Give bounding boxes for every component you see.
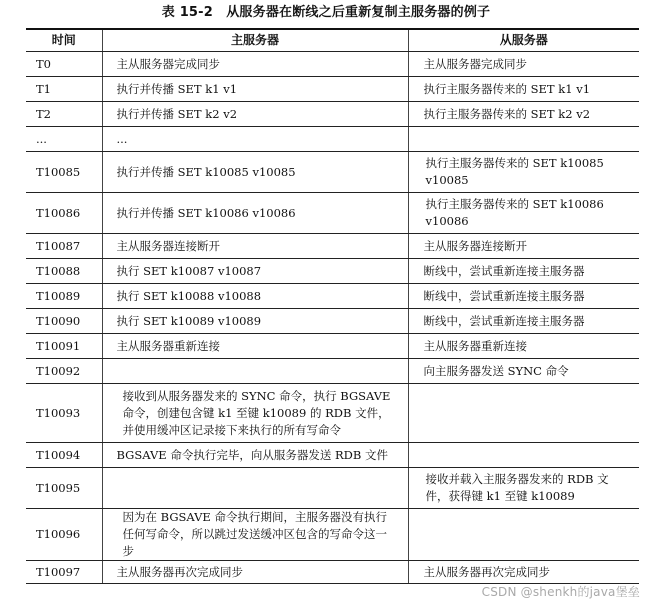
slave-cell: 接收并载入主服务器发来的 RDB 文件，获得键 k1 至键 k10089	[408, 468, 639, 509]
table-row	[26, 509, 639, 561]
master-cell: 因为在 BGSAVE 命令执行期间，主服务器没有执行任何写命令，所以跳过发送缓冲区包含的写命令这一步	[102, 509, 408, 561]
slave-cell: 执行主服务器传来的 SET k1 v1	[408, 77, 639, 102]
master-cell: 主从服务器重新连接	[102, 334, 408, 359]
master-cell: BGSAVE 命令执行完毕，向从服务器发送 RDB 文件	[102, 443, 408, 468]
slave-cell	[408, 384, 639, 443]
table-row	[26, 561, 639, 584]
slave-cell: 主从服务器完成同步	[408, 52, 639, 77]
master-cell: 执行并传播 SET k1 v1	[102, 77, 408, 102]
table-row	[26, 152, 639, 193]
master-cell: 执行并传播 SET k2 v2	[102, 102, 408, 127]
time-cell: T10085	[26, 152, 102, 193]
time-cell: T2	[26, 102, 102, 127]
master-cell: ...	[102, 127, 408, 152]
table-row	[26, 102, 639, 127]
table-caption: 表 15-2 从服务器在断线之后重新复制主服务器的例子	[161, 5, 491, 20]
slave-cell: 执行主服务器传来的 SET k2 v2	[408, 102, 639, 127]
table-row	[26, 193, 639, 234]
header-slave: 从服务器	[408, 29, 639, 52]
time-cell: T10093	[26, 384, 102, 443]
table-row	[26, 443, 639, 468]
time-cell: ...	[26, 127, 102, 152]
header-master: 主服务器	[102, 29, 408, 52]
slave-cell: 执行主服务器传来的 SET k10085 v10085	[408, 152, 639, 193]
replication-table	[26, 28, 639, 584]
table-row	[26, 52, 639, 77]
time-cell: T10087	[26, 234, 102, 259]
slave-cell: 断线中，尝试重新连接主服务器	[408, 259, 639, 284]
table-row	[26, 334, 639, 359]
master-cell: 主从服务器连接断开	[102, 234, 408, 259]
time-cell: T0	[26, 52, 102, 77]
table-row	[26, 359, 639, 384]
time-cell: T10090	[26, 309, 102, 334]
time-cell: T10092	[26, 359, 102, 384]
time-cell: T10091	[26, 334, 102, 359]
header-time: 时间	[26, 29, 102, 52]
master-cell: 主从服务器完成同步	[102, 52, 408, 77]
time-cell: T10097	[26, 561, 102, 584]
master-cell: 执行并传播 SET k10086 v10086	[102, 193, 408, 234]
table-row	[26, 384, 639, 443]
time-cell: T1	[26, 77, 102, 102]
master-cell: 执行 SET k10087 v10087	[102, 259, 408, 284]
watermark-text: CSDN @shenkh的java堡垒	[481, 585, 640, 599]
time-cell: T10088	[26, 259, 102, 284]
master-cell	[102, 359, 408, 384]
master-cell: 执行 SET k10089 v10089	[102, 309, 408, 334]
table-row	[26, 234, 639, 259]
slave-cell	[408, 127, 639, 152]
master-cell: 主从服务器再次完成同步	[102, 561, 408, 584]
slave-cell: 断线中，尝试重新连接主服务器	[408, 309, 639, 334]
master-cell: 执行 SET k10088 v10088	[102, 284, 408, 309]
table-row	[26, 284, 639, 309]
slave-cell: 向主服务器发送 SYNC 命令	[408, 359, 639, 384]
time-cell: T10086	[26, 193, 102, 234]
table-row	[26, 309, 639, 334]
time-cell: T10089	[26, 284, 102, 309]
slave-cell: 主从服务器再次完成同步	[408, 561, 639, 584]
master-cell: 执行并传播 SET k10085 v10085	[102, 152, 408, 193]
slave-cell	[408, 509, 639, 561]
table-row	[26, 259, 639, 284]
table-row	[26, 468, 639, 509]
time-cell: T10094	[26, 443, 102, 468]
header-row	[26, 29, 639, 52]
time-cell: T10095	[26, 468, 102, 509]
table-row	[26, 77, 639, 102]
master-cell: 接收到从服务器发来的 SYNC 命令，执行 BGSAVE 命令，创建包含键 k1 至键 k10089 的 RDB 文件，并使用缓冲区记录接下来执行的所有写命令	[102, 384, 408, 443]
slave-cell: 主从服务器重新连接	[408, 334, 639, 359]
slave-cell: 断线中，尝试重新连接主服务器	[408, 284, 639, 309]
slave-cell: 主从服务器连接断开	[408, 234, 639, 259]
master-cell	[102, 468, 408, 509]
time-cell: T10096	[26, 509, 102, 561]
slave-cell: 执行主服务器传来的 SET k10086 v10086	[408, 193, 639, 234]
table-row	[26, 127, 639, 152]
slave-cell	[408, 443, 639, 468]
